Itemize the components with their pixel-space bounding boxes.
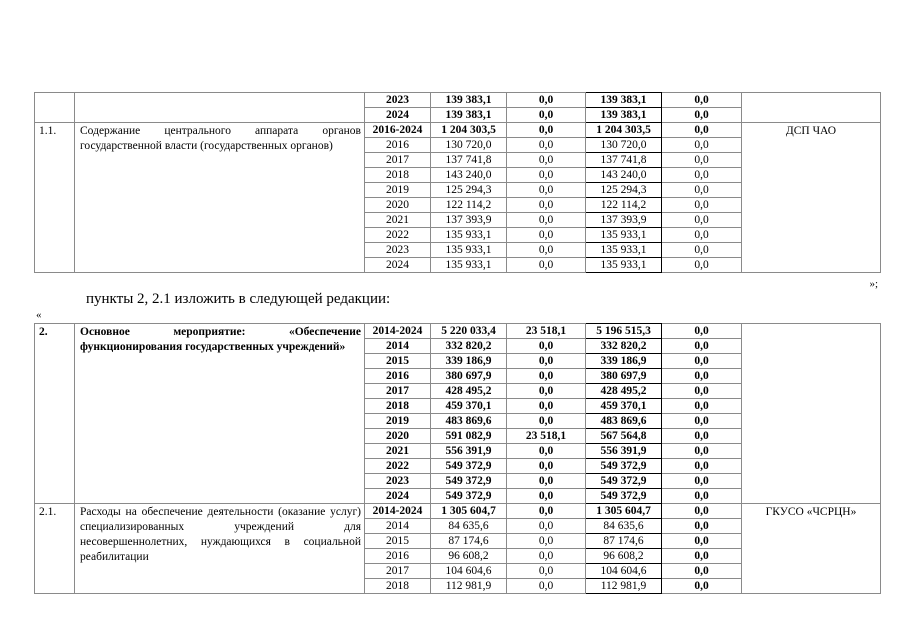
other-cell: 0,0 [662,138,742,153]
year-cell: 2017 [365,384,431,399]
other-cell: 0,0 [662,198,742,213]
table-row [35,93,881,108]
year-cell: 2015 [365,534,431,549]
other-cell: 0,0 [662,153,742,168]
regional-cell: 137 393,9 [586,213,662,228]
total-cell: 5 220 033,4 [431,324,507,339]
federal-cell: 23 518,1 [507,429,586,444]
total-cell: 483 869,6 [431,414,507,429]
amendment-instruction: пункты 2, 2.1 изложить в следующей редакции: [86,291,391,307]
regional-cell: 567 564,8 [586,429,662,444]
other-cell: 0,0 [662,384,742,399]
other-cell: 0,0 [662,429,742,444]
year-cell: 2014-2024 [365,504,431,519]
federal-cell: 0,0 [507,153,586,168]
total-cell: 428 495,2 [431,384,507,399]
total-cell: 549 372,9 [431,459,507,474]
other-cell: 0,0 [662,243,742,258]
federal-cell: 0,0 [507,519,586,534]
year-cell: 2016 [365,138,431,153]
year-cell: 2021 [365,213,431,228]
regional-cell: 130 720,0 [586,138,662,153]
regional-cell: 483 869,6 [586,414,662,429]
regional-cell: 104 604,6 [586,564,662,579]
total-cell: 332 820,2 [431,339,507,354]
table-row [35,504,881,519]
federal-cell: 0,0 [507,123,586,138]
regional-cell: 332 820,2 [586,339,662,354]
item-code: 1.1. [35,123,75,273]
responsible-executor [742,324,881,504]
federal-cell: 23 518,1 [507,324,586,339]
regional-cell: 125 294,3 [586,183,662,198]
year-cell: 2018 [365,399,431,414]
total-cell: 137 741,8 [431,153,507,168]
total-cell: 135 933,1 [431,243,507,258]
regional-cell: 1 204 303,5 [586,123,662,138]
code-cell [35,93,75,123]
year-cell: 2014-2024 [365,324,431,339]
regional-cell: 137 741,8 [586,153,662,168]
year-cell: 2022 [365,228,431,243]
other-cell: 0,0 [662,444,742,459]
total-cell: 549 372,9 [431,474,507,489]
other-cell: 0,0 [662,183,742,198]
other-cell: 0,0 [662,474,742,489]
other-cell: 0,0 [662,93,742,108]
year-cell: 2016 [365,369,431,384]
year-cell: 2020 [365,198,431,213]
opening-quote: « [36,309,42,321]
regional-cell: 428 495,2 [586,384,662,399]
regional-cell: 1 305 604,7 [586,504,662,519]
federal-cell: 0,0 [507,354,586,369]
total-cell: 139 383,1 [431,93,507,108]
year-cell: 2014 [365,519,431,534]
other-cell: 0,0 [662,339,742,354]
other-cell: 0,0 [662,534,742,549]
year-cell: 2018 [365,579,431,594]
budget-table-2 [34,323,881,594]
year-cell: 2023 [365,93,431,108]
regional-cell: 549 372,9 [586,474,662,489]
other-cell: 0,0 [662,228,742,243]
year-cell: 2023 [365,243,431,258]
item-description: Содержание центрального аппарата органов государственной власти (государственных органов) [75,123,365,273]
item-description: Основное мероприятие: «Обеспечение функционирования государственных учреждений» [75,324,365,504]
total-cell: 139 383,1 [431,108,507,123]
responsible-executor: ДСП ЧАО [742,123,881,273]
federal-cell: 0,0 [507,228,586,243]
federal-cell: 0,0 [507,168,586,183]
regional-cell: 96 608,2 [586,549,662,564]
other-cell: 0,0 [662,123,742,138]
federal-cell: 0,0 [507,564,586,579]
year-cell: 2024 [365,258,431,273]
table-row [35,123,881,138]
closing-quote: »; [869,278,878,290]
federal-cell: 0,0 [507,183,586,198]
item-description: Расходы на обеспечение деятельности (оказание услуг) специализированных учреждений для несовершеннолетних, нуждающихся в социальной реабилитации [75,504,365,594]
year-cell: 2014 [365,339,431,354]
regional-cell: 135 933,1 [586,243,662,258]
total-cell: 112 981,9 [431,579,507,594]
year-cell: 2017 [365,564,431,579]
table-row [35,324,881,339]
total-cell: 137 393,9 [431,213,507,228]
total-cell: 135 933,1 [431,258,507,273]
regional-cell: 84 635,6 [586,519,662,534]
federal-cell: 0,0 [507,414,586,429]
item-code: 2.1. [35,504,75,594]
federal-cell: 0,0 [507,444,586,459]
regional-cell: 549 372,9 [586,459,662,474]
regional-cell: 135 933,1 [586,228,662,243]
year-cell: 2022 [365,459,431,474]
other-cell: 0,0 [662,168,742,183]
year-cell: 2019 [365,414,431,429]
year-cell: 2023 [365,474,431,489]
other-cell: 0,0 [662,414,742,429]
regional-cell: 556 391,9 [586,444,662,459]
other-cell: 0,0 [662,459,742,474]
total-cell: 87 174,6 [431,534,507,549]
total-cell: 1 305 604,7 [431,504,507,519]
federal-cell: 0,0 [507,474,586,489]
total-cell: 549 372,9 [431,489,507,504]
other-cell: 0,0 [662,504,742,519]
year-cell: 2024 [365,489,431,504]
budget-table-1 [34,92,881,273]
regional-cell: 139 383,1 [586,93,662,108]
regional-cell: 139 383,1 [586,108,662,123]
total-cell: 591 082,9 [431,429,507,444]
federal-cell: 0,0 [507,489,586,504]
total-cell: 84 635,6 [431,519,507,534]
regional-cell: 143 240,0 [586,168,662,183]
other-cell: 0,0 [662,399,742,414]
federal-cell: 0,0 [507,243,586,258]
year-cell: 2018 [365,168,431,183]
responsible-executor: ГКУСО «ЧСРЦН» [742,504,881,594]
regional-cell: 5 196 515,3 [586,324,662,339]
total-cell: 135 933,1 [431,228,507,243]
description-cell [75,93,365,123]
federal-cell: 0,0 [507,369,586,384]
regional-cell: 87 174,6 [586,534,662,549]
total-cell: 380 697,9 [431,369,507,384]
year-cell: 2017 [365,153,431,168]
total-cell: 122 114,2 [431,198,507,213]
total-cell: 556 391,9 [431,444,507,459]
total-cell: 143 240,0 [431,168,507,183]
federal-cell: 0,0 [507,198,586,213]
year-cell: 2016 [365,549,431,564]
total-cell: 96 608,2 [431,549,507,564]
federal-cell: 0,0 [507,549,586,564]
year-cell: 2015 [365,354,431,369]
total-cell: 130 720,0 [431,138,507,153]
other-cell: 0,0 [662,579,742,594]
regional-cell: 459 370,1 [586,399,662,414]
total-cell: 1 204 303,5 [431,123,507,138]
other-cell: 0,0 [662,369,742,384]
regional-cell: 380 697,9 [586,369,662,384]
year-cell: 2024 [365,108,431,123]
regional-cell: 122 114,2 [586,198,662,213]
item-code: 2. [35,324,75,504]
total-cell: 339 186,9 [431,354,507,369]
regional-cell: 135 933,1 [586,258,662,273]
federal-cell: 0,0 [507,459,586,474]
federal-cell: 0,0 [507,399,586,414]
other-cell: 0,0 [662,489,742,504]
other-cell: 0,0 [662,213,742,228]
federal-cell: 0,0 [507,213,586,228]
year-cell: 2021 [365,444,431,459]
regional-cell: 339 186,9 [586,354,662,369]
federal-cell: 0,0 [507,258,586,273]
total-cell: 459 370,1 [431,399,507,414]
year-cell: 2019 [365,183,431,198]
year-cell: 2016-2024 [365,123,431,138]
regional-cell: 112 981,9 [586,579,662,594]
other-cell: 0,0 [662,108,742,123]
regional-cell: 549 372,9 [586,489,662,504]
federal-cell: 0,0 [507,138,586,153]
federal-cell: 0,0 [507,504,586,519]
other-cell: 0,0 [662,354,742,369]
responsible-cell [742,93,881,123]
federal-cell: 0,0 [507,384,586,399]
year-cell: 2020 [365,429,431,444]
federal-cell: 0,0 [507,534,586,549]
other-cell: 0,0 [662,549,742,564]
other-cell: 0,0 [662,324,742,339]
other-cell: 0,0 [662,564,742,579]
federal-cell: 0,0 [507,579,586,594]
federal-cell: 0,0 [507,108,586,123]
total-cell: 125 294,3 [431,183,507,198]
federal-cell: 0,0 [507,339,586,354]
total-cell: 104 604,6 [431,564,507,579]
other-cell: 0,0 [662,519,742,534]
other-cell: 0,0 [662,258,742,273]
federal-cell: 0,0 [507,93,586,108]
